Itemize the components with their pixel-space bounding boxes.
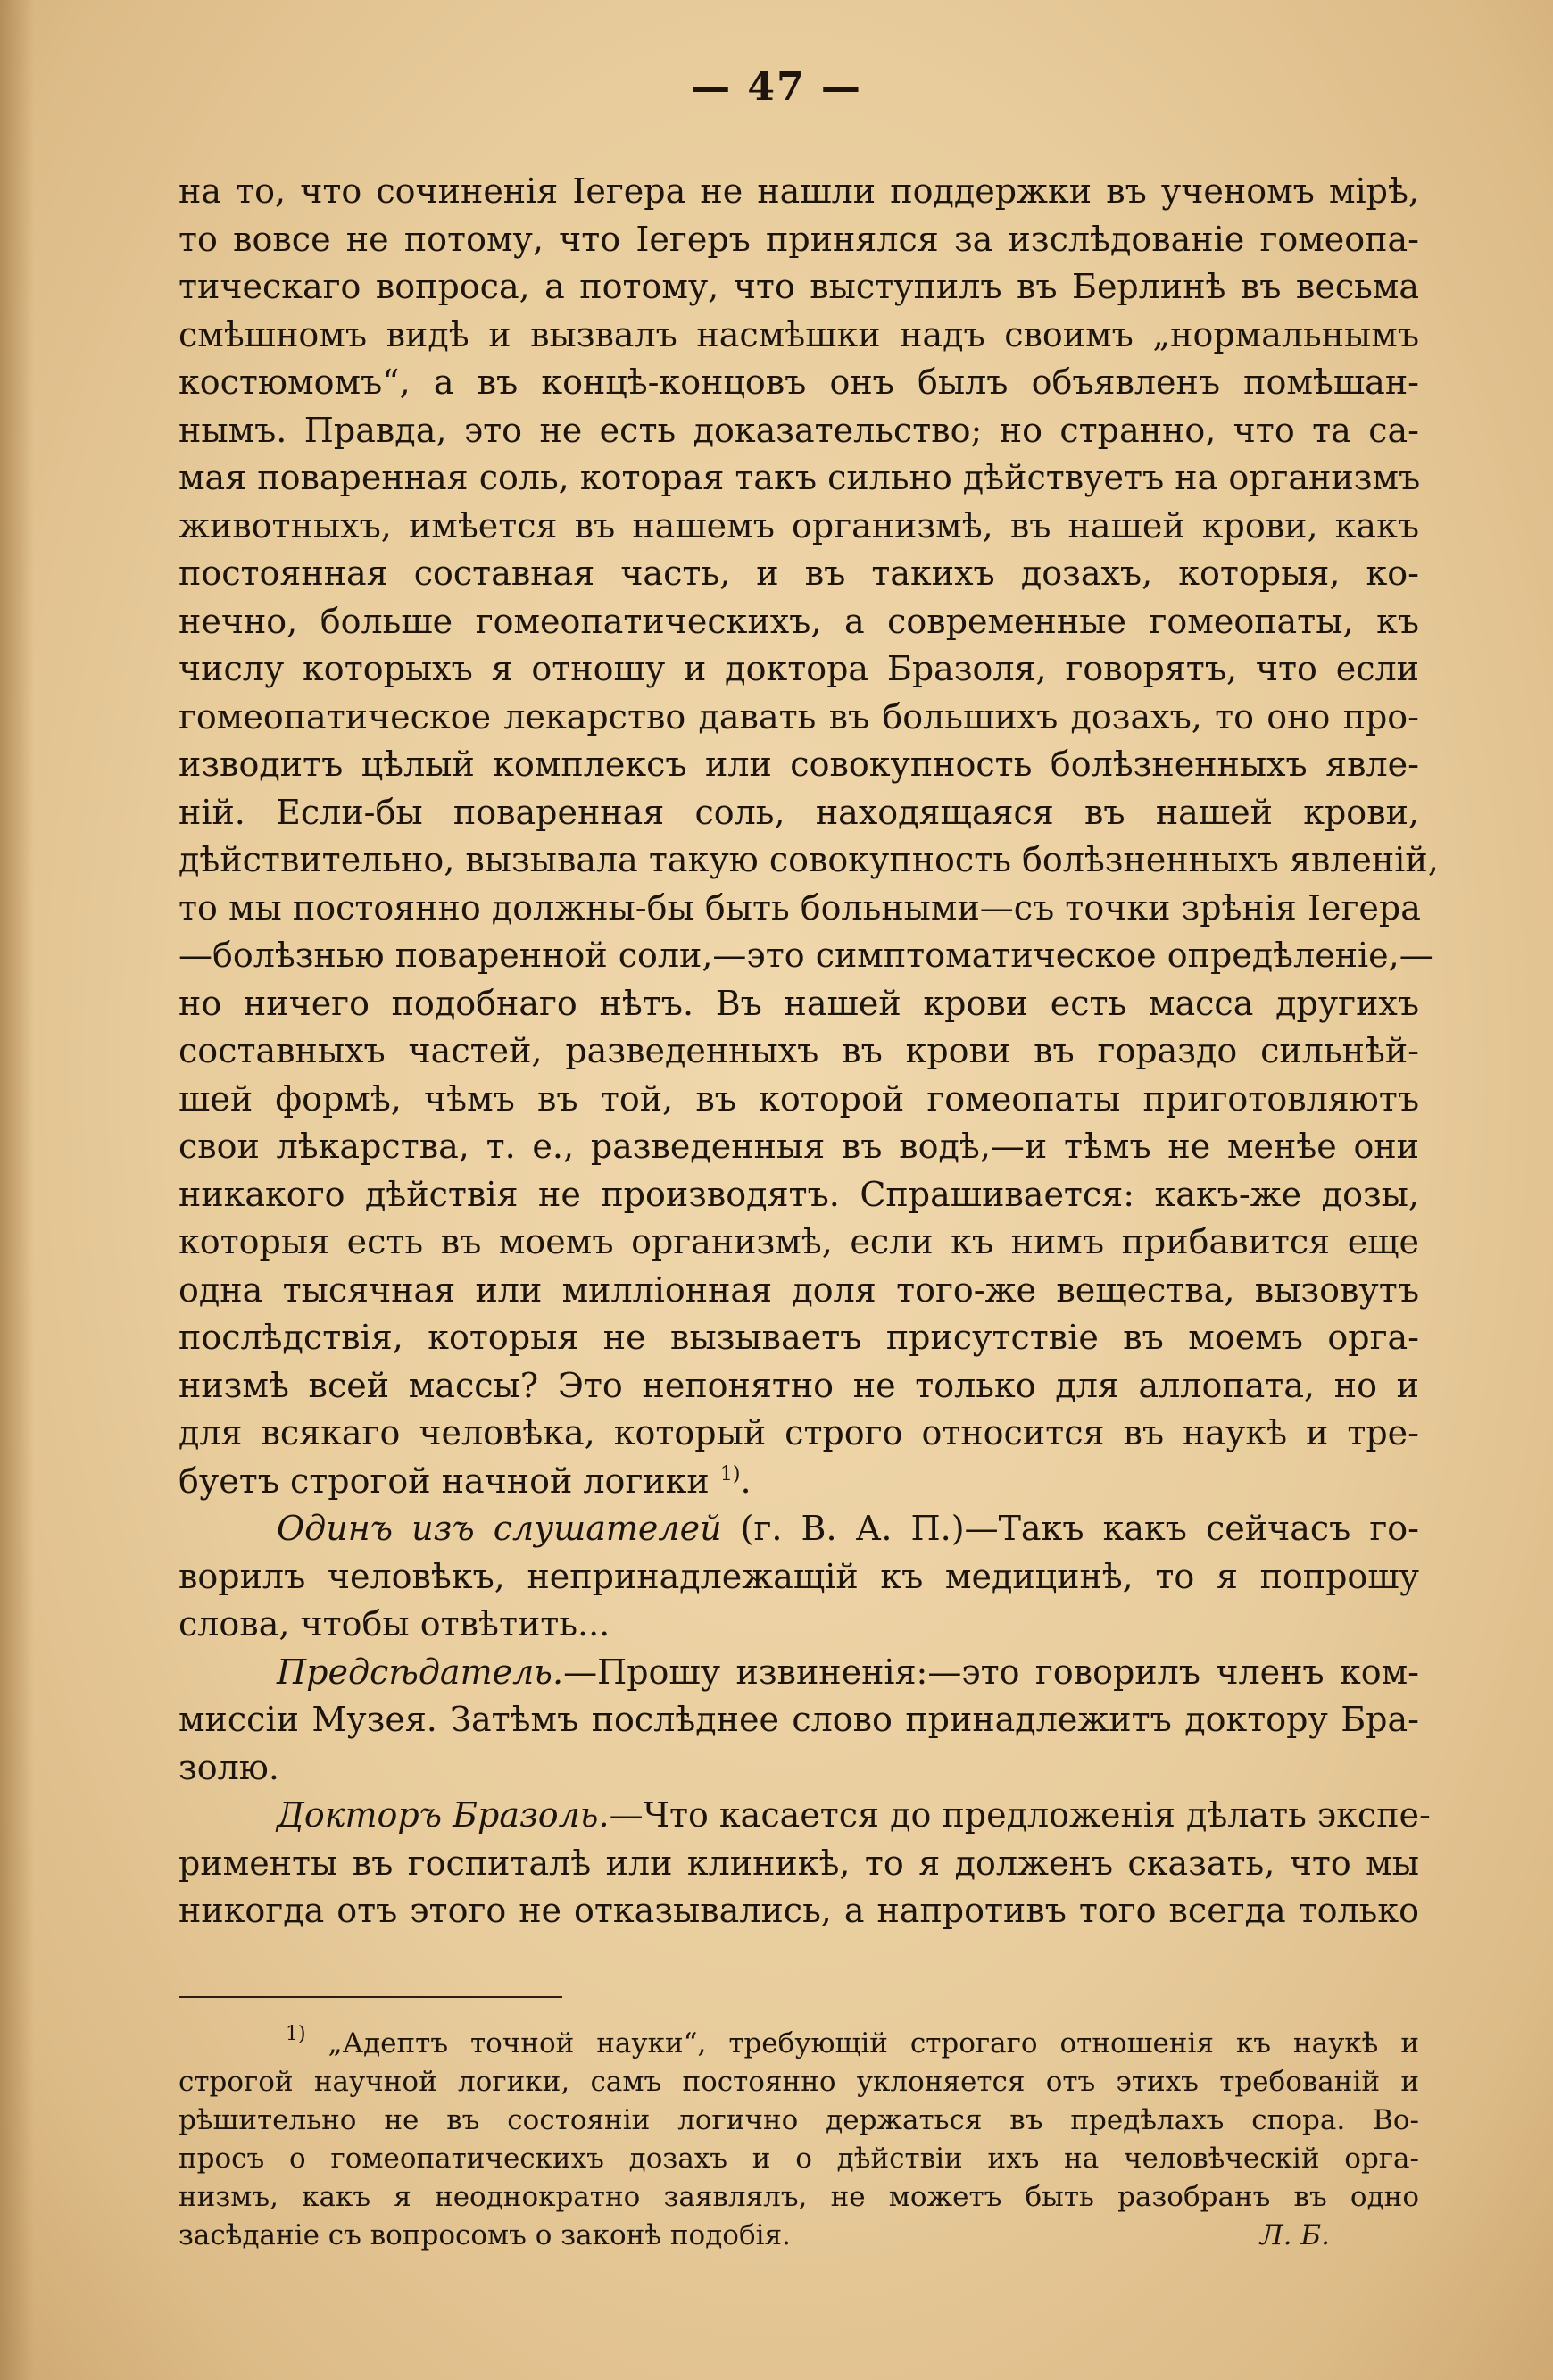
footnote-line: низмъ, какъ я неоднократно заявлялъ, не можетъ быть разобранъ въ одно: [179, 2181, 1419, 2213]
text-line: но ничего подобнаго нѣтъ. Въ нашей крови есть масса другихъ: [179, 983, 1419, 1023]
text-line: нымъ. Правда, это не есть доказательство; но странно, что та са-: [179, 410, 1419, 450]
text-fragment: .: [740, 1460, 752, 1501]
text-line: для всякаго человѣка, который строго относится въ наукѣ и тре-: [179, 1413, 1419, 1452]
footnote-signature: Л. Б.: [1259, 2219, 1330, 2251]
text-line: постоянная составная часть, и въ такихъ дозахъ, которыя, ко-: [179, 553, 1419, 593]
text-line: то мы постоянно должны-бы быть больными—съ точки зрѣнія Іегера: [179, 887, 1421, 928]
footnote-line: просъ о гомеопатическихъ дозахъ и о дѣйствіи ихъ на человѣческій орга-: [179, 2143, 1419, 2175]
text-line: ній. Если-бы поваренная соль, находящаяся въ нашей крови,: [179, 792, 1419, 832]
text-line: костюмомъ“, а въ концѣ-концовъ онъ былъ объявленъ помѣшан-: [179, 362, 1419, 402]
footnote-line-last: [179, 2217, 1419, 2255]
text-line: животныхъ, имѣется въ нашемъ организмѣ, въ нашей крови, какъ: [179, 505, 1419, 545]
text-line: на то, что сочиненія Іегера не нашли поддержки въ ученомъ мірѣ,: [179, 171, 1419, 211]
text-line-last: [179, 1458, 1419, 1506]
footnote-reference: 1): [719, 1462, 741, 1485]
footnote-line: [179, 2025, 1419, 2063]
text-line: нечно, больше гомеопатическихъ, а современные гомеопаты, къ: [179, 601, 1419, 641]
footnote-mark: 1): [286, 2023, 306, 2045]
text-line: мая поваренная соль, которая такъ сильно дѣйствуетъ на организмъ: [179, 458, 1421, 497]
text-line: —болѣзнью поваренной соли,—это симптоматическое опредѣленіе,—: [179, 936, 1433, 975]
footnote-divider: [179, 1996, 562, 1998]
text-line: смѣшномъ видѣ и вызвалъ насмѣшки надъ своимъ „нормальнымъ: [179, 314, 1419, 354]
text-line: числу которыхъ я отношу и доктора Бразоля, говорятъ, что если: [179, 649, 1419, 688]
text-line: послѣдствія, которыя не вызываетъ присутствіе въ моемъ орга-: [179, 1318, 1419, 1357]
text-line: низмѣ всей массы? Это непонятно не только для аллопата, но и: [179, 1365, 1419, 1405]
text-fragment: —Что касается до предложенія дѣлать экспе-: [609, 1795, 1431, 1835]
text-line: одна тысячная или милліонная доля того-же вещества, вызовутъ: [179, 1269, 1419, 1310]
text-fragment: буетъ строгой начной логики: [179, 1460, 710, 1501]
page-number: — 47 —: [691, 64, 862, 110]
main-text: [179, 168, 1439, 1935]
speaker-name: Одинъ изъ слушателей: [277, 1509, 722, 1548]
text-line: шей формѣ, чѣмъ въ той, въ которой гомеопаты приготовляютъ: [179, 1078, 1419, 1119]
paragraph-brazol-line: [179, 1792, 1431, 1840]
text-line: миссіи Музея. Затѣмъ послѣднее слово принадлежитъ доктору Бра-: [179, 1700, 1419, 1739]
text-line: золю.: [179, 1747, 279, 1787]
text-line: гомеопатическое лекарство давать въ большихъ дозахъ, то оно про-: [179, 696, 1419, 736]
text-line: рименты въ госпиталѣ или клиникѣ, то я долженъ сказать, что мы: [179, 1843, 1419, 1883]
footnote-line: строгой научной логики, самъ постоянно уклоняется отъ этихъ требованій и: [179, 2066, 1419, 2098]
text-line: то вовсе не потому, что Іегеръ принялся за изслѣдованіе гомеопа-: [179, 219, 1419, 259]
text-line: слова, чтобы отвѣтить...: [179, 1604, 610, 1644]
text-line: составныхъ частей, разведенныхъ въ крови въ гораздо сильнѣй-: [179, 1031, 1419, 1070]
text-fragment: (г. В. А. П.)—Такъ какъ сейчасъ го-: [721, 1509, 1420, 1548]
paragraph-listener-line: [179, 1505, 1419, 1553]
text-line: ворилъ человѣкъ, непринадлежащій къ медицинѣ, то я попрошу: [179, 1556, 1419, 1596]
text-line: никакого дѣйствія не производятъ. Спрашивается: какъ-же дозы,: [179, 1174, 1419, 1214]
text-line: изводитъ цѣлый комплексъ или совокупность болѣзненныхъ явле-: [179, 745, 1419, 784]
text-line: дѣйствительно, вызывала такую совокупность болѣзненныхъ явленій,: [179, 840, 1439, 879]
text-line: тическаго вопроса, а потому, что выступилъ въ Берлинѣ въ весьма: [179, 267, 1419, 306]
paragraph-chairman-line: [179, 1649, 1419, 1697]
footnote: [179, 2025, 1419, 2255]
text-line: свои лѣкарства, т. е., разведенныя въ водѣ,—и тѣмъ не менѣе они: [179, 1127, 1419, 1166]
text-fragment: „Адептъ точной науки“, требующій строгаго отношенія къ наукѣ и: [305, 2027, 1419, 2060]
speaker-name: Докторъ Бразоль.: [277, 1795, 610, 1835]
speaker-name: Предсѣдатель.: [277, 1652, 564, 1692]
footnote-line: рѣшительно не въ состояніи логично держаться въ предѣлахъ спора. Во-: [179, 2104, 1419, 2136]
page-edge-stain: [0, 0, 34, 2380]
text-fragment: —Прошу извиненія:—это говорилъ членъ ком-: [563, 1652, 1419, 1692]
text-line: которыя есть въ моемъ организмѣ, если къ нимъ прибавится еще: [179, 1222, 1419, 1261]
text-line: никогда отъ этого не отказывались, а напротивъ того всегда только: [179, 1891, 1419, 1930]
text-fragment: засѣданіе съ вопросомъ о законѣ подобія.: [179, 2219, 791, 2251]
